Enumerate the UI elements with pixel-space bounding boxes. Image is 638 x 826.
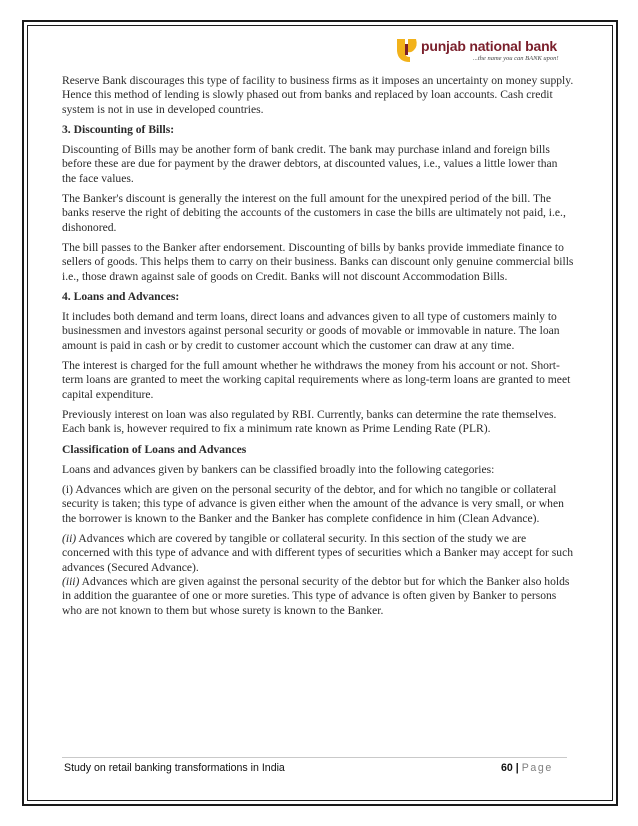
page-number: 60 <box>501 762 513 774</box>
paragraph-text: Advances which are given against the personal security of the debtor but for which the Banker also holds in addition the guarantee of one or more sureties. This type of advance is often given by Banker to persons who are not known to them but whose surety is known to the Banker. <box>62 574 570 617</box>
footer-page-indicator <box>501 762 553 774</box>
section-heading-discounting: 3. Discounting of Bills: <box>62 122 175 136</box>
pnb-emblem-icon <box>394 36 420 64</box>
list-label: (ii) <box>62 532 77 546</box>
list-label: (iii) <box>62 574 80 588</box>
paragraph: Previously interest on loan was also regulated by RBI. Currently, banks can determine the rate themselves. Each bank is, however required to fix a minimum rate known as Prime Lending Rate (PLR). <box>62 407 557 436</box>
paragraph: It includes both demand and term loans, direct loans and advances given to all type of customers mainly to businessmen and investors against personal security or goods of movable or immovable in nature. The loan amount is paid in cash or by credit to customer account which the customer can draw at any time. <box>62 310 560 352</box>
paragraph-secured-advance <box>62 532 574 575</box>
logo-tagline: ...the name you can BANK upon! <box>473 55 559 62</box>
paragraph-surety-advance <box>62 575 574 618</box>
paragraph: Loans and advances given by bankers can be classified broadly into the following categories: <box>62 462 495 476</box>
logo-wordmark: punjab national bank <box>421 38 558 54</box>
paragraph: (i) Advances which are given on the personal security of the debtor, and for which no tangible or collateral security is taken; this type of advance is given either when the amount of the advance is very small, or when the borrower is known to the Banker and the Banker has complete confidence in him (Clean Advance). <box>62 483 564 525</box>
footer-divider <box>62 757 567 758</box>
footer-title: Study on retail banking transformations in India <box>64 762 285 774</box>
paragraph: The Banker's discount is generally the interest on the full amount for the unexpired period of the bill. The banks reserve the right of debiting the accounts of the customers in case the bills are ultimately not paid, i.e., dishonored. <box>62 192 566 234</box>
paragraph: The interest is charged for the full amount whether he withdraws the money from his account or not. Short-term loans are granted to meet the working capital requirements where as long-term loans are granted to meet capital expenditure. <box>62 359 571 401</box>
page-label: Page <box>521 762 553 774</box>
section-heading-classification: Classification of Loans and Advances <box>62 442 247 456</box>
document-body <box>62 74 574 624</box>
paragraph: Reserve Bank discourages this type of facility to business firms as it imposes an uncertainty on money supply. Hence this method of lending is slowly phased out from banks and replaced by loan accounts. Cash credit system is not in use in developed countries. <box>62 74 574 116</box>
paragraph: The bill passes to the Banker after endorsement. Discounting of bills by banks provide immediate finance to sellers of goods. This helps them to carry on their business. Banks can discount only genuine commercial bills i.e., those drawn against sale of goods on Credit. Banks will not discount Accommodation Bills. <box>62 240 574 283</box>
pnb-logo <box>394 34 570 70</box>
paragraph-text: Advances which are covered by tangible or collateral security. In this section of the study we are concerned with this type of advance and with different types of securities which a Banker may accept for such advances (Secured Advance). <box>62 532 574 574</box>
paragraph: Discounting of Bills may be another form of bank credit. The bank may purchase inland and foreign bills before these are due for payment by the drawer debtors, at discounted values, i.e., values a little lower than the face values. <box>62 143 558 185</box>
page-separator: | <box>515 762 519 774</box>
section-heading-loans: 4. Loans and Advances: <box>62 289 180 303</box>
